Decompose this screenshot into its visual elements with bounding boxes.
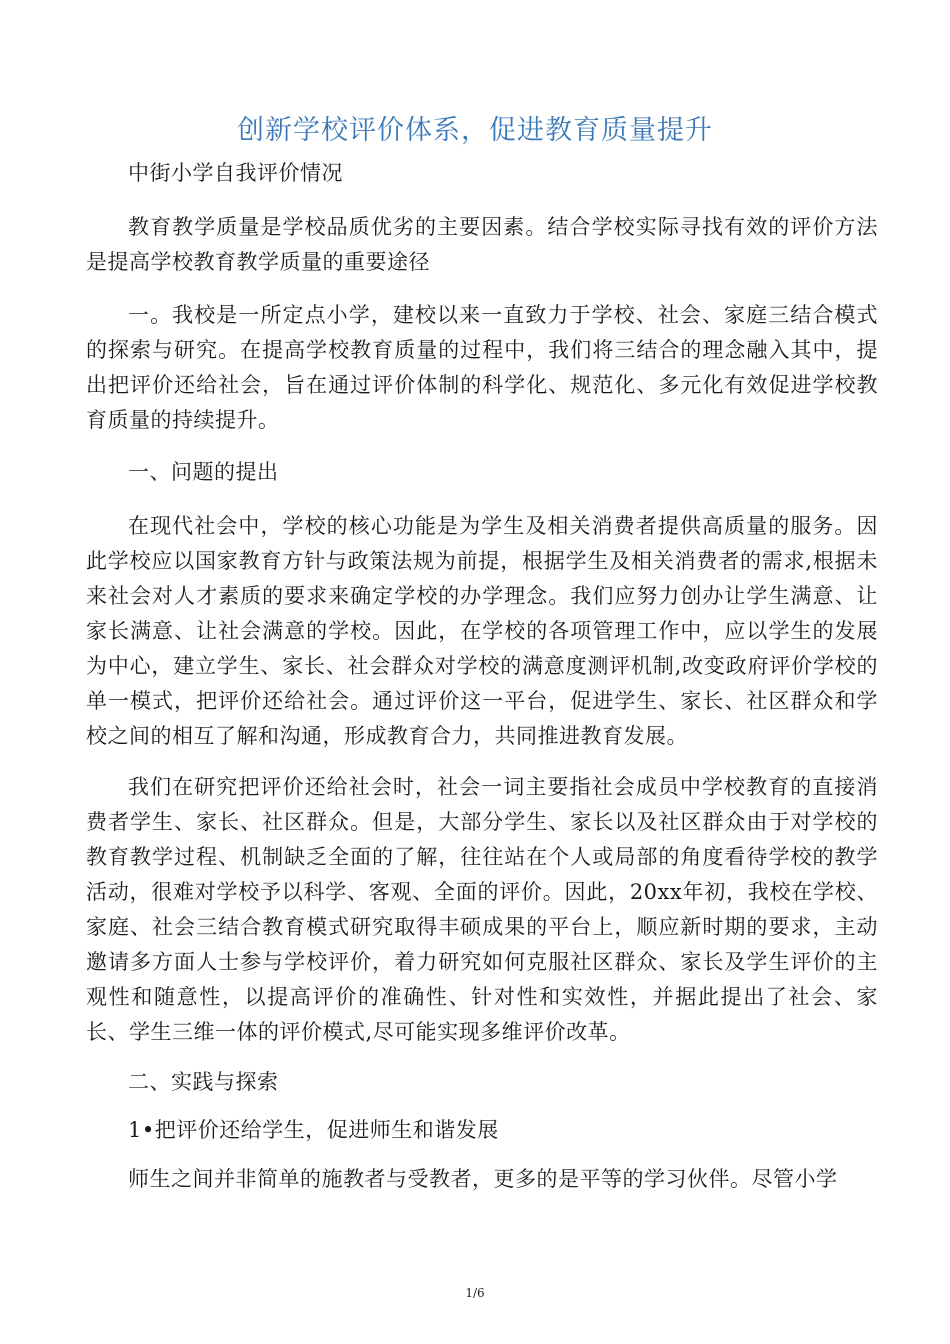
research-paragraph: 我们在研究把评价还给社会时，社会一词主要指社会成员中学校教育的直接消费者学生、家长、社区群众。但是，大部分学生、家长以及社区群众由于对学校的教育教学过程、机制缺乏全面的了解，往往站在个人或局部的角度看待学校的教学活动，很难对学校予以科学、客观、全面的评价。因此，20xx年初，我校在学校、家庭、社会三结合教育模式研究取得丰硕成果的平台上，顺应新时期的要求，主动邀请多方面人士参与学校评价，着力研究如何克服社区群众、家长及学生评价的主观性和随意性，以提高评价的准确性、针对性和实效性，并据此提出了社会、家长、学生三维一体的评价模式,尽可能实现多维评价改革。 — [86, 775, 878, 1044]
intro-paragraph: 教育教学质量是学校品质优劣的主要因素。结合学校实际寻找有效的评价方法是提高学校教育教学质量的重要途径 — [86, 215, 878, 274]
subsection-heading-students: 1•把评价还给学生，促进师生和谐发展 — [128, 1118, 499, 1142]
section-heading-problem: 一、问题的提出 — [128, 460, 279, 484]
document-title: 创新学校评价体系，促进教育质量提升 — [237, 115, 713, 146]
page-number: 1/6 — [465, 1286, 485, 1300]
teacher-student-paragraph: 师生之间并非简单的施教者与受教者，更多的是平等的学习伙伴。尽管小学 — [128, 1167, 838, 1191]
school-overview-paragraph: 一。我校是一所定点小学，建校以来一直致力于学校、社会、家庭三结合模式的探索与研究。在提高学校教育质量的过程中，我们将三结合的理念融入其中，提出把评价还给社会，旨在通过评价体制的科学化、规范化、多元化有效促进学校教育质量的持续提升。 — [86, 303, 878, 432]
section-heading-practice: 二、实践与探索 — [128, 1070, 279, 1094]
subtitle-paragraph: 中街小学自我评价情况 — [128, 161, 343, 185]
problem-paragraph: 在现代社会中，学校的核心功能是为学生及相关消费者提供高质量的服务。因此学校应以国家教育方针与政策法规为前提，根据学生及相关消费者的需求,根据未来社会对人才素质的要求来确定学校的办学理念。我们应努力创办让学生满意、让家长满意、让社会满意的学校。因此，在学校的各项管理工作中，应以学生的发展为中心，建立学生、家长、社会群众对学校的满意度测评机制,改变政府评价学校的单一模式，把评价还给社会。通过评价这一平台，促进学生、家长、社区群众和学校之间的相互了解和沟通，形成教育合力，共同推进教育发展。 — [86, 514, 878, 748]
